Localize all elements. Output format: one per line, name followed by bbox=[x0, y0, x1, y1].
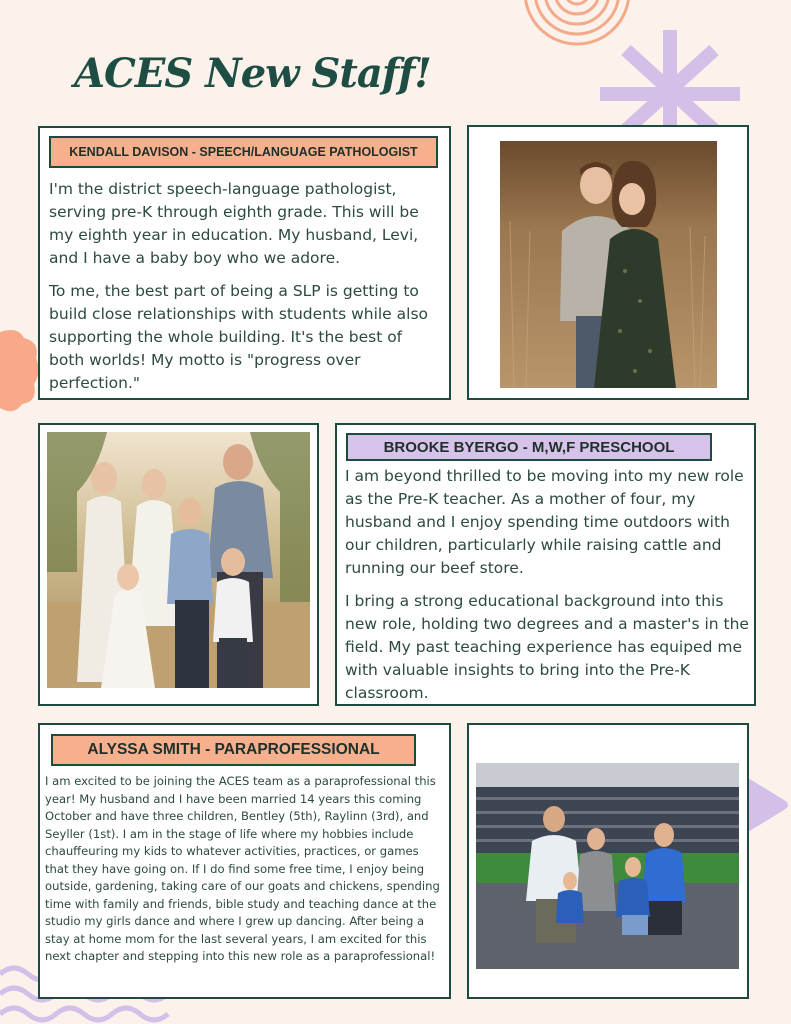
lavender-triangle-decoration bbox=[748, 778, 791, 832]
staff-name-label: ALYSSA SMITH - PARAPROFESSIONAL bbox=[51, 734, 416, 766]
staff-card-brooke bbox=[335, 423, 756, 706]
peach-blob-decoration bbox=[0, 328, 40, 412]
photo-frame bbox=[467, 125, 749, 400]
staff-name-label: BROOKE BYERGO - M,W,F PRESCHOOL bbox=[346, 433, 712, 461]
staff-bio bbox=[49, 178, 441, 395]
bio-paragraph: I am excited to be joining the ACES team as a paraprofessional this year! My husband and I have been married 14 years this coming October and have three children, Bentley (5th), Raylinn (3rd), and Seyller (1st). I am in the stage of life where my hobbies include chauffeuring my kids to whatever activities, practices, or games that they have going on. If I do find some free time, I enjoy being outside, gardening, taking care of our goats and chickens, spending time with family and friends, bible study and teaching dance at the studio my girls dance and where I grew up dancing. After being a stay at home mom for the last several years, I am excited for this next chapter and stepping into this new role as a paraprofessional! bbox=[45, 774, 440, 963]
bio-paragraph: I bring a strong educational background into this new role, holding two degrees and a master's in the field. My past teaching experience has equiped me with valuable insights to bring into the Pre-K classroom. bbox=[345, 592, 749, 702]
photo-frame bbox=[38, 423, 319, 706]
family-photo bbox=[47, 432, 310, 688]
page-title: ACES New Staff! bbox=[74, 50, 431, 97]
stadium-family-photo bbox=[476, 763, 739, 969]
asterisk-star-decoration bbox=[600, 30, 740, 130]
staff-card-kendall bbox=[38, 126, 451, 400]
couple-photo bbox=[500, 141, 717, 388]
bio-paragraph: I am beyond thrilled to be moving into my new role as the Pre-K teacher. As a mother of four, my husband and I enjoy spending time outdoors with our children, particularly while raising cattle and running our beef store. bbox=[345, 467, 744, 577]
staff-bio bbox=[45, 773, 445, 966]
staff-name-label: KENDALL DAVISON - SPEECH/LANGUAGE PATHOLOGIST bbox=[49, 136, 438, 168]
bio-paragraph: To me, the best part of being a SLP is getting to build close relationships with students while also supporting the whole building. It's the best of both worlds! My motto is "progress over perfection." bbox=[49, 282, 429, 392]
staff-card-alyssa bbox=[38, 723, 451, 999]
staff-bio bbox=[345, 465, 750, 705]
bio-paragraph: I'm the district speech-language pathologist, serving pre-K through eighth grade. This will be my eighth year in education. My husband, Levi, and I have a baby boy who we adore. bbox=[49, 180, 419, 267]
photo-frame bbox=[467, 723, 749, 999]
